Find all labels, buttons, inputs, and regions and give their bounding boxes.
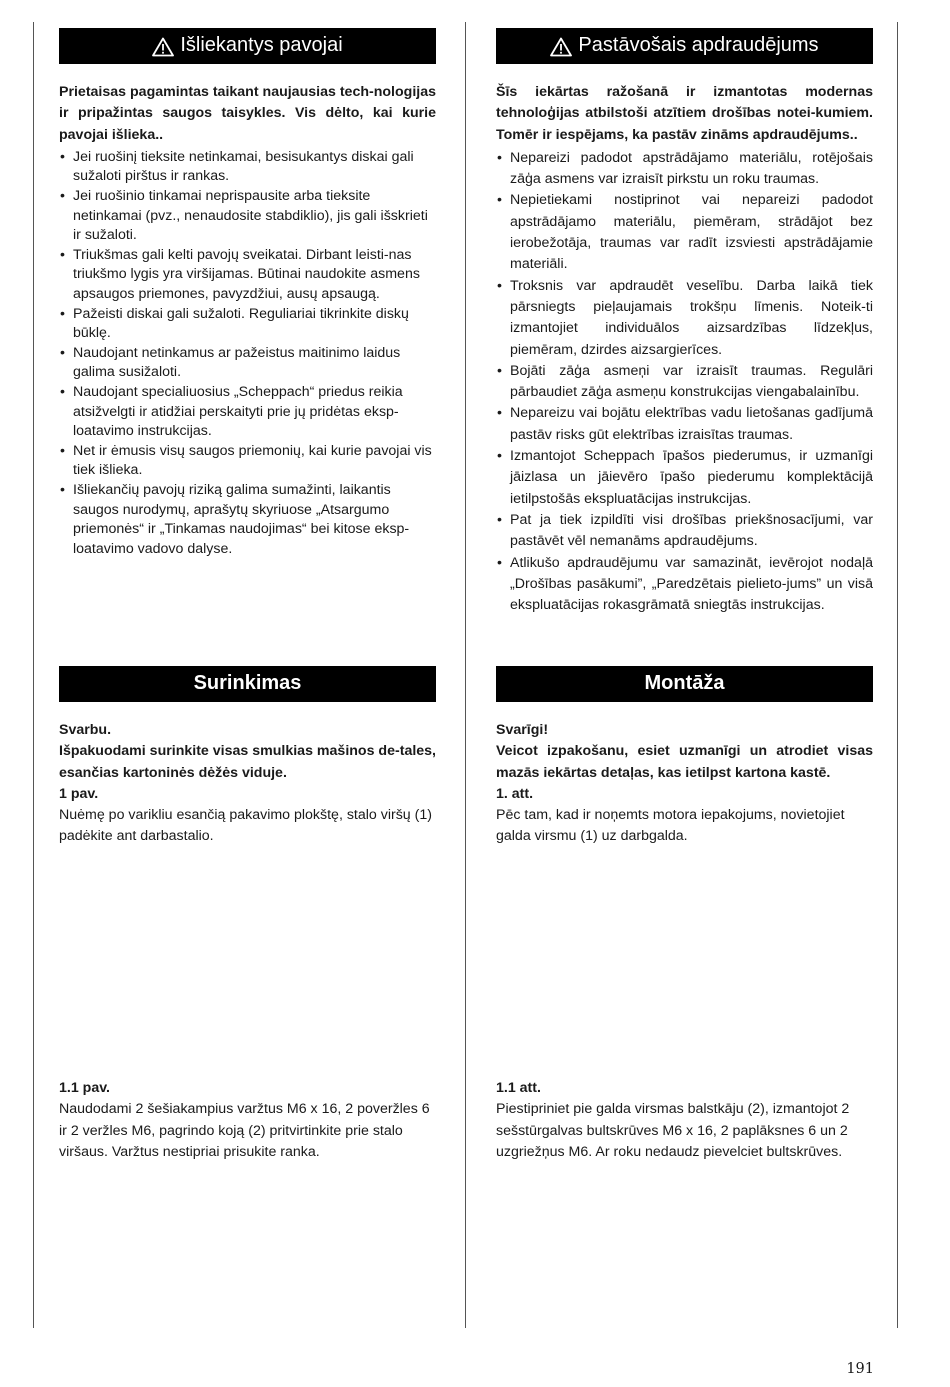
list-item: • Pažeisti diskai gali sužaloti. Reguliariai tikrinkite diskų būklę. [59,305,436,344]
list-item: • Izmantojot Scheppach īpašos piederumus, ir uzmanīgi jāizlasa un jāievēro īpašo piederumu komplektācijā ietilpstošās ekspluatācijas instrukcijas. [496,446,873,510]
warning-triangle-icon [550,37,572,57]
lv-fig1-label: 1. att. [496,785,534,802]
right-margin-rule [897,22,898,1328]
lv-risk-intro: Šīs iekārtas ražošanā ir izmantotas modernas tehnoloģijas atbilstoši atzītiem drošības notei-kumiem. Tomēr ir iespējams, ka pastāv zināms apdraudējums.. [496,84,873,143]
lt-assembly-section [59,666,436,848]
lt-assembly-heading [59,666,436,702]
lv-risk-list [496,148,873,617]
lt-assembly-title: Surinkimas [193,672,302,695]
lv-important-label: Svarīgi! [496,722,549,738]
lt-risk-list [59,148,436,559]
lt-risk-intro: Prietaisas pagamintas taikant naujausias tech-nologijas ir pripažintas saugos taisykles. Vis dėlto, kai kurie pavojai išlieka.. [59,84,436,143]
list-item: • Nepareizu vai bojātu elektrības vadu lietošanas gadījumā pastāv risks gūt elektrības izraisītas traumas. [496,403,873,446]
lt-fig11-label: 1.1 pav. [59,1080,110,1096]
list-item: • Naudojant specialiuosius „Scheppach“ priedus reikia atsižvelgti ir atidžiai perskaityti prie jų pridėtas eksp-loatavimo instrukcijas. [59,383,436,442]
lt-risk-heading [59,28,436,64]
list-item: • Jei ruošinį tieksite netinkamai, besisukantys diskai gali sužaloti pirštus ir rankas. [59,148,436,187]
lv-fig11-text: Piestipriniet pie galda virsmas balstkāju (2), izmantojot 2 sešstūrgalvas bultskrūves M6 x 16, 2 paplāksnes 6 un 2 uzgriežņus M6. Ar roku nedaudz pievelciet bultskrūves. [496,1101,850,1160]
list-item: • Net ir ėmusis visų saugos priemonių, kai kurie pavojai vis tiek išlieka. [59,442,436,481]
list-item: • Troksnis var apdraudēt veselību. Darba laikā tiek pārsniegts pieļaujamais trokšņu līmenis. Noteik-ti izmantojiet individuālos aizsardzības līdzekļus, piemēram, dzirdes aizsargierīces. [496,276,873,361]
list-item: • Jei ruošinio tinkamai neprispausite arba tieksite netinkamai (pvz., nenaudosite stabdiklio), jis gali išskrieti ir sužaloti. [59,187,436,246]
lv-assembly-heading [496,666,873,702]
lt-fig11-text: Naudodami 2 šešiakampius varžtus M6 x 16, 2 poveržles 6 ir 2 veržles M6, pagrindo koją (2) pritvirtinkite prie stalo viršaus. Varžtus nestipriai prisukite ranka. [59,1101,430,1160]
lt-fig11-section [59,1078,436,1163]
lt-important-label: Svarbu. [59,722,112,738]
lv-fig11-label: 1.1 att. [496,1080,541,1096]
lv-assembly-section [496,666,873,848]
lt-fig1-text: Nuėmę po varikliu esančią pakavimo plokštę, stalo viršų (1) padėkite ant darbastalio. [59,807,432,845]
latvian-column [496,28,873,616]
list-item: • Nepietiekami nostiprinot vai nepareizi padodot apstrādājamo materiālu, piemēram, strādājot bez ierobežotāja, traumas var radīt izsviesti apstrādājamie materiāli. [496,190,873,275]
center-column-rule [465,22,466,1328]
lv-assembly-title: Montāža [644,672,725,695]
lv-fig1-text: Pēc tam, kad ir noņemts motora iepakojums, novietojiet galda virsmu (1) uz darbgalda. [496,807,845,845]
lv-unpack-note: Veicot izpakošanu, esiet uzmanīgi un atrodiet visas mazās iekārtas detaļas, kas ietilpst kartona kastē. [496,743,873,781]
list-item: • Atlikušo apdraudējumu var samazināt, ievērojot nodaļā „Drošības pasākumi”, „Paredzētais pielieto-jums” un visā ekspluatācijas rokasgrāmatā sniegtās instrukcijas. [496,553,873,617]
list-item: • Nepareizi padodot apstrādājamo materiālu, rotējošais zāģa asmens var izraisīt pirkstu un roku traumas. [496,148,873,191]
lt-unpack-note: Išpakuodami surinkite visas smulkias mašinos de-tales, esančias kartoninės dėžės viduje. [59,743,436,781]
lv-fig11-section [496,1078,873,1163]
list-item: • Išliekančių pavojų riziką galima sumažinti, laikantis saugos nurodymų, aprašytų skyriuose „Atsargumo priemonės“ ir „Tinkamas naudojimas“ bei kitose eksp-loatavimo vadovo dalyse. [59,481,436,559]
lt-risk-title: Išliekantys pavojai [180,34,343,57]
lithuanian-column [59,28,436,559]
lv-risk-heading [496,28,873,64]
left-margin-rule [33,22,34,1328]
list-item: • Bojāti zāģa asmeņi var izraisīt traumas. Regulāri pārbaudiet zāģa asmeņu konstrukcijas viengabalainību. [496,361,873,404]
list-item: • Triukšmas gali kelti pavojų sveikatai. Dirbant leisti-nas triukšmo lygis yra viršijamas. Būtinai naudokite asmens apsaugos priemones, pavyzdžiui, ausų apsaugą. [59,246,436,305]
lv-risk-title: Pastāvošais apdraudējums [578,34,819,57]
list-item: • Pat ja tiek izpildīti visi drošības priekšnosacījumi, var pastāvēt vēl nemanāms apdraudējums. [496,510,873,553]
lt-fig1-label: 1 pav. [59,785,99,802]
page-number: 191 [846,1361,874,1377]
list-item: • Naudojant netinkamus ar pažeistus maitinimo laidus galima susižaloti. [59,344,436,383]
warning-triangle-icon [152,37,174,57]
